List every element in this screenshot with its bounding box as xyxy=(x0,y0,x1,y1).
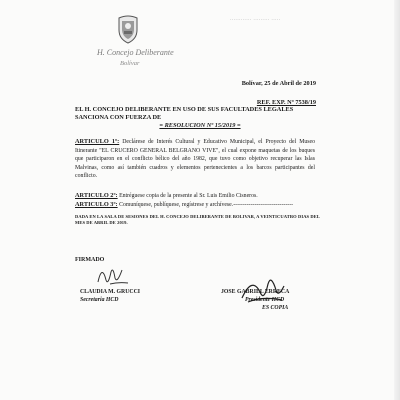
faint-header-text: ............ ......... ..... xyxy=(230,16,281,22)
coat-of-arms-icon xyxy=(116,14,140,44)
firmado-label: FIRMADO xyxy=(75,257,105,263)
signer-2-name: JOSE GABRIEL ERRECA xyxy=(221,289,290,295)
letterhead-script-place: Bolívar xyxy=(120,60,140,67)
signature-1-icon xyxy=(92,262,132,288)
article-3-label: ARTICULO 3º: xyxy=(75,201,118,208)
signer-2-role: Presidente HCD xyxy=(245,297,285,303)
article-3-text: Comuníquese, publíquese, regístrese y archívese.------------------------------- xyxy=(117,202,294,208)
reference-number: REF. EXP. Nº 7538/19 xyxy=(256,99,316,106)
article-1-text: Declárese de Interés Cultural y Educativo Municipal, el Proyecto del Museo Itinerante "EL CRUCERO GENERAL BELGRANO VIVE", el cual expone maquetas de los buques que participaron en el conflicto bélico del año 1982, que tuvo como objetivo recuperar las Islas Malvinas, como así también cuadros y elementos pertenecientes a los barcos participantes del conflicto. xyxy=(75,139,315,180)
signer-1-role: Secretaria HCD xyxy=(80,297,119,303)
document-date: Bolívar, 25 de Abril de 2019 xyxy=(241,80,316,87)
letterhead-script-name: H. Concejo Deliberante xyxy=(97,48,174,57)
signer-1-name: CLAUDIA M. GRUCCI xyxy=(80,289,141,295)
article-3 xyxy=(75,201,315,210)
intro-line-2: SANCIONA CON FUERZA DE xyxy=(75,114,162,121)
article-1 xyxy=(75,138,315,181)
article-1-label: ARTICULO 1º: xyxy=(75,138,120,145)
intro-line-1: EL H. CONCEJO DELIBERANTE EN USO DE SUS FACULTADES LEGALES xyxy=(75,106,294,113)
scan-edge xyxy=(394,0,400,400)
dada-paragraph: DADA EN LA SALA DE SESIONES DEL H. CONCEJO DELIBERANTE DE BOLIVAR, A VEINTICUATRO DIAS DEL MES DE ABRIL DE 2019. xyxy=(75,214,320,225)
article-2-label: ARTICULO 2º: xyxy=(75,192,118,199)
article-2-text: Entréguese copia de la presente al Sr. Luis Emilio Cisneros. xyxy=(117,193,258,199)
article-2 xyxy=(75,192,315,201)
resolution-title: = RESOLUCION Nº 15/2019 = xyxy=(159,122,241,129)
es-copia-label: ES COPIA xyxy=(262,305,289,311)
